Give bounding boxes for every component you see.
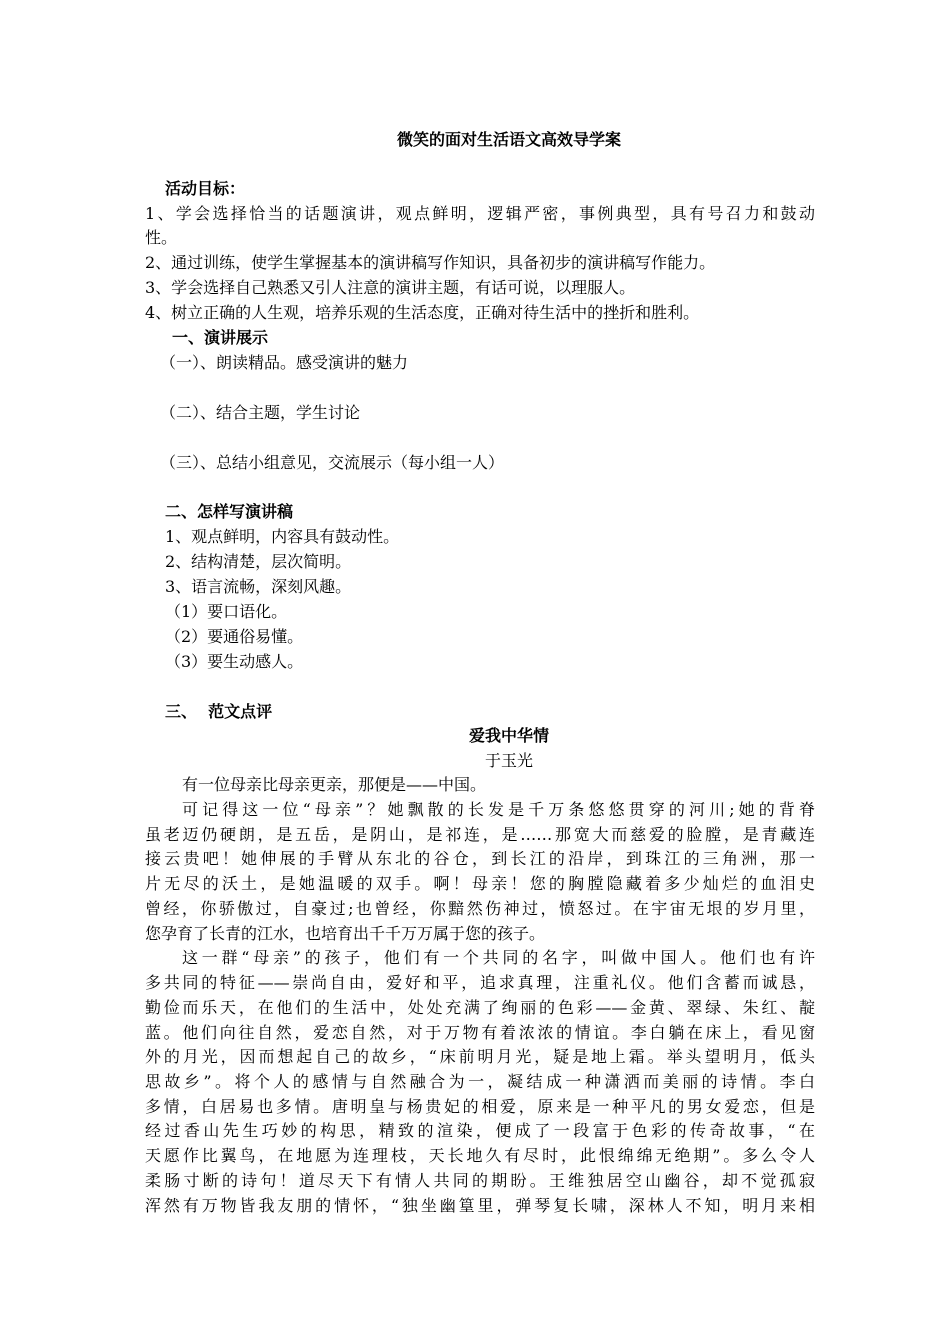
goal-line: 4、树立正确的人生观，培养乐观的生活态度，正确对待生活中的挫折和胜利。	[145, 303, 700, 322]
section2-item: 1、观点鲜明，内容具有鼓动性。	[165, 527, 400, 546]
essay-author: 于玉光	[484, 751, 533, 770]
section2-item: （1）要口语化。	[165, 602, 288, 621]
goal-line: 3、学会选择自己熟悉又引人注意的演讲主题，有话可说，以理服人。	[145, 278, 636, 297]
section2-item: 2、结构清楚，层次简明。	[165, 552, 352, 571]
section3-heading: 三、 范文点评	[165, 702, 273, 721]
goal-line: 1、学会选择恰当的话题演讲，观点鲜明，逻辑严密，事例典型，具有号召力和鼓动	[145, 204, 815, 223]
essay-line: 片无尽的沃土，是她温暖的双手。啊！母亲！您的胸膛隐藏着多少灿烂的血泪史	[145, 874, 815, 893]
goal-line: 2、通过训练，使学生掌握基本的演讲稿写作知识，具备初步的演讲稿写作能力。	[145, 253, 716, 272]
essay-line: 曾经，你骄傲过，自豪过;也曾经，你黯然伤神过，愤怒过。在宇宙无垠的岁月里，	[145, 899, 815, 918]
essay-line: 可记得这一位“母亲”？她飘散的长发是千万条悠悠贯穿的河川;她的背脊	[182, 800, 815, 819]
essay-line: 蓝。他们向往自然，爱恋自然，对于万物有着浓浓的情谊。李白躺在床上，看见窗	[145, 1023, 815, 1042]
section1-item: （一）、朗读精品。感受演讲的魅力	[160, 353, 409, 372]
essay-line: 有一位母亲比母亲更亲，那便是——中国。	[182, 775, 487, 794]
goals-heading: 活动目标：	[165, 179, 246, 198]
essay-line: 外的月光，因而想起自己的故乡，“床前明月光，疑是地上霜。举头望明月，低头	[145, 1047, 815, 1066]
essay-line: 经过香山先生巧妙的构思，精致的渲染，便成了一段富于色彩的传奇故事，“在	[145, 1121, 815, 1140]
section2-item: （3）要生动感人。	[165, 652, 304, 671]
essay-line: 勤俭而乐天，在他们的生活中，处处充满了绚丽的色彩——金黄、翠绿、朱红、靛	[145, 998, 815, 1017]
section2-heading: 二、怎样写演讲稿	[165, 502, 294, 521]
essay-title: 爱我中华情	[468, 726, 549, 745]
section1-item: （二）、结合主题，学生讨论	[160, 403, 361, 422]
essay-line: 多共同的特征——崇尚自由，爱好和平，追求真理，注重礼仪。他们含蓄而诚恳，	[145, 973, 815, 992]
essay-line: 柔肠寸断的诗句！道尽天下有情人共同的期盼。王维独居空山幽谷，却不觉孤寂	[145, 1171, 815, 1190]
essay-line: 天愿作比翼鸟，在地愿为连理枝，天长地久有尽时，此恨绵绵无绝期”。多么令人	[145, 1146, 815, 1165]
section1-heading: 一、演讲展示	[172, 328, 269, 347]
section2-item: 3、语言流畅，深刻风趣。	[165, 577, 352, 596]
essay-line: 虽老迈仍硬朗，是五岳，是阴山，是祁连，是……那宽大而慈爱的脸膛，是青藏连	[145, 825, 815, 844]
essay-line: 浑然有万物皆我友朋的情怀，“独坐幽篁里，弹琴复长啸，深林人不知，明月来相	[145, 1196, 815, 1215]
essay-line: 您孕育了长青的江水，也培育出千千万万属于您的孩子。	[145, 924, 546, 943]
section1-item: （三）、总结小组意见，交流展示（每小组一人）	[160, 453, 505, 472]
essay-line: 接云贵吧！她伸展的手臂从东北的谷仓，到长江的沿岸，到珠江的三角洲，那一	[145, 849, 815, 868]
essay-line: 思故乡”。将个人的感情与自然融合为一，凝结成一种潇洒而美丽的诗情。李白	[145, 1072, 815, 1091]
goal-line: 性。	[145, 228, 178, 247]
page-title: 微笑的面对生活语文高效导学案	[396, 130, 621, 149]
essay-line: 这一群“母亲”的孩子，他们有一个共同的名字，叫做中国人。他们也有许	[182, 948, 815, 967]
section2-item: （2）要通俗易懂。	[165, 627, 304, 646]
essay-line: 多情，白居易也多情。唐明皇与杨贵妃的相爱，原来是一种平凡的男女爱恋，但是	[145, 1097, 815, 1116]
